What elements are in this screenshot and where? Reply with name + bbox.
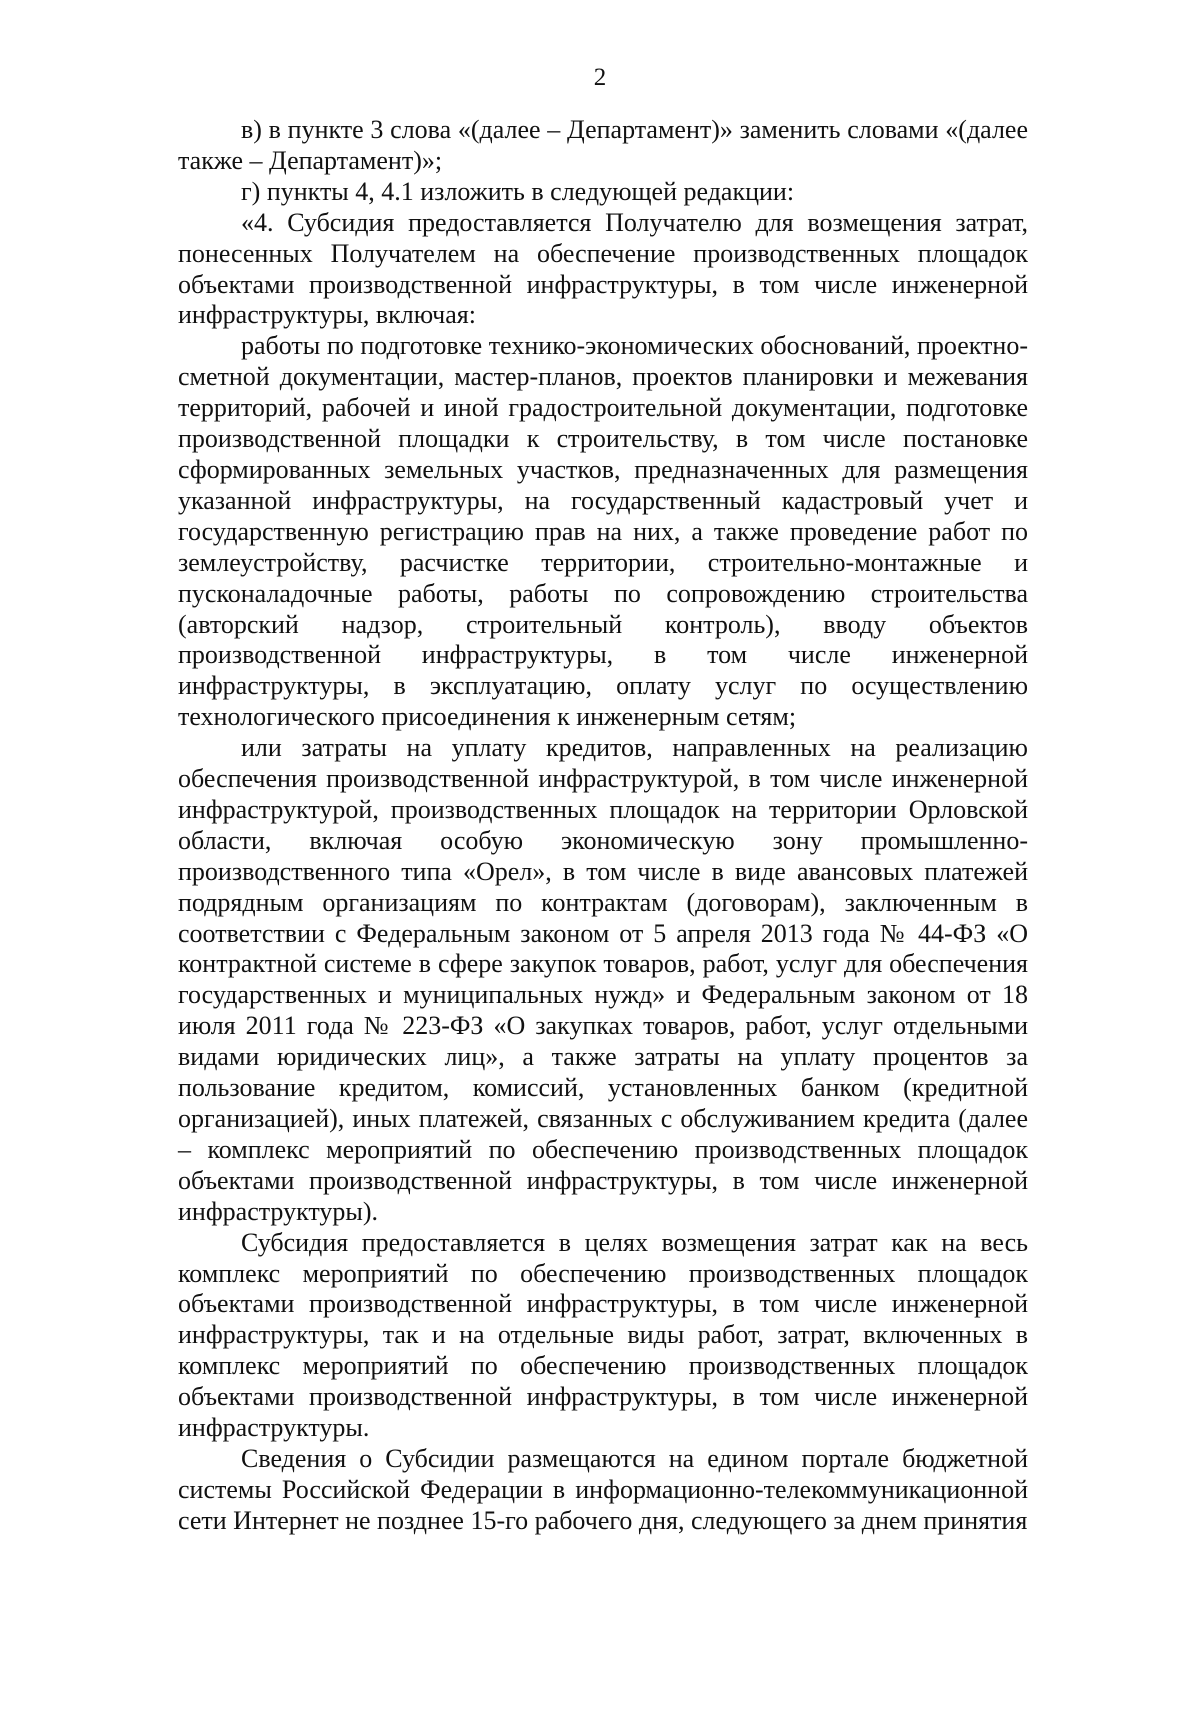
paragraph-subsidy-info: Сведения о Субсидии размещаются на едином портале бюджетной системы Российской Федерации в информационно-телекоммуникационной сети Интернет не позднее 15-го рабочего дня, следующего за днем принятия bbox=[178, 1443, 1028, 1535]
paragraph-credit-costs: или затраты на уплату кредитов, направленных на реализацию обеспечения производственной инфраструктурой, в том числе инженерной инфраструктурой, производственных площадок на территории Орловской области, включая особую экономическую зону промышленно-производственного типа «Орел», в том числе в виде авансовых платежей подрядным организациям по контрактам (договорам), заключенным в соответствии с Федеральным законом от 5 апреля 2013 года № 44-ФЗ «О контрактной системе в сфере закупок товаров, работ, услуг для обеспечения государственных и муниципальных нужд» и Федеральным законом от 18 июля 2011 года № 223-ФЗ «О закупках товаров, работ, услуг отдельными видами юридических лиц», а также затраты на уплату процентов за пользование кредитом, комиссий, установленных банком (кредитной организацией), иных платежей, связанных с обслуживанием кредита (далее – комплекс мероприятий по обеспечению производственных площадок объектами производственной инфраструктуры, в том числе инженерной инфраструктуры). bbox=[178, 733, 1028, 1226]
paragraph-item-v: в) в пункте 3 слова «(далее – Департамент)» заменить словами «(далее также – Департамент)»; bbox=[178, 115, 1028, 175]
paragraph-works-list: работы по подготовке технико-экономических обоснований, проектно-сметной документации, мастер-планов, проектов планировки и межевания территорий, рабочей и иной градостроительной документации, подготовке производственной площадки к строительству, в том числе постановке сформированных земельных участков, предназначенных для размещения указанной инфраструктуры, на государственный кадастровый учет и государственную регистрацию прав на них, а также проведение работ по землеустройству, расчистке территории, строительно-монтажные и пусконаладочные работы, работы по сопровождению строительства (авторский надзор, строительный контроль), вводу объектов производственной инфраструктуры, в том числе инженерной инфраструктуры, в эксплуатацию, оплату услуг по осуществлению технологического присоединения к инженерным сетям; bbox=[178, 331, 1028, 732]
paragraph-item-g: г) пункты 4, 4.1 изложить в следующей редакции: bbox=[241, 176, 795, 206]
document-body bbox=[178, 115, 1028, 1537]
paragraph-subsidy-purpose: Субсидия предоставляется в целях возмещения затрат как на весь комплекс мероприятий по обеспечению производственных площадок объектами производственной инфраструктуры, в том числе инженерной инфраструктуры, так и на отдельные виды работ, затрат, включенных в комплекс мероприятий по обеспечению производственных площадок объектами производственной инфраструктуры, в том числе инженерной инфраструктуры. bbox=[178, 1227, 1028, 1443]
page-number: 2 bbox=[593, 64, 607, 91]
paragraph-clause-4: «4. Субсидия предоставляется Получателю для возмещения затрат, понесенных Получателем на обеспечение производственных площадок объектами производственной инфраструктуры, в том числе инженерной инфраструктуры, включая: bbox=[178, 207, 1028, 330]
